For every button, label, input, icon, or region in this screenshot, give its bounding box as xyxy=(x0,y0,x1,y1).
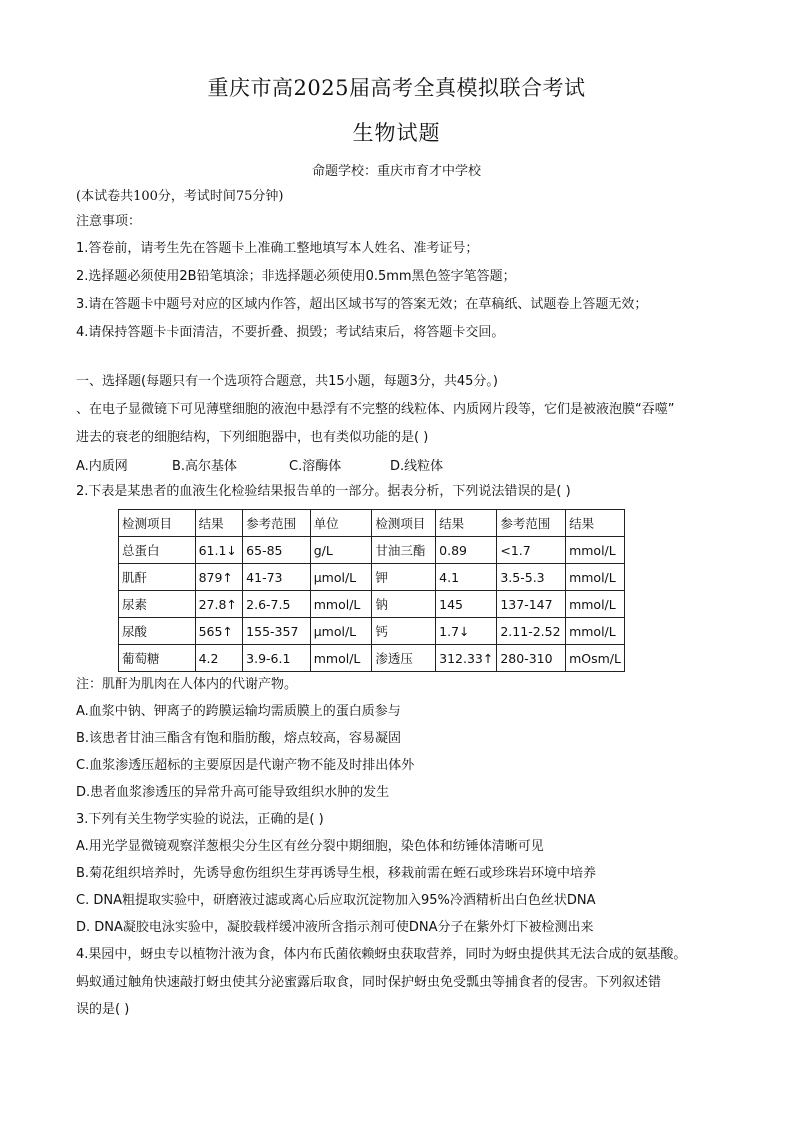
question-4-stem-end: 误的是( ) xyxy=(76,1002,130,1017)
table-header: 结果 xyxy=(195,510,243,537)
table-cell: 565↑ xyxy=(195,618,243,645)
table-header: 单位 xyxy=(310,510,372,537)
table-cell: g/L xyxy=(310,537,372,564)
table-cell: 3.5-5.3 xyxy=(497,564,566,591)
notice-heading: 注意事项： xyxy=(76,214,142,229)
lab-results-table xyxy=(118,509,625,672)
table-cell: mmol/L xyxy=(566,618,625,645)
table-cell: mmol/L xyxy=(566,564,625,591)
table-row xyxy=(119,618,625,645)
notice-item: 2.选择题必须使用2B铅笔填涂；非选择题必须使用0.5mm黑色签字笔答题； xyxy=(76,269,516,284)
table-row xyxy=(119,537,625,564)
table-cell: mmol/L xyxy=(566,537,625,564)
notice-item: 4.请保持答题卡卡面清洁，不要折叠、损毁；考试结束后，将答题卡交回。 xyxy=(76,325,505,340)
table-cell: μmol/L xyxy=(310,564,372,591)
table-cell: 879↑ xyxy=(195,564,243,591)
table-row xyxy=(119,645,625,672)
table-note: 注：肌酐为肌肉在人体内的代谢产物。 xyxy=(76,677,298,692)
table-cell: 2.6-7.5 xyxy=(243,591,311,618)
question-1-stem: 、在电子显微镜下可见薄壁细胞的液泡中悬浮有不完整的线粒体、内质网片段等，它们是被液泡膜“吞噬” xyxy=(76,402,675,417)
table-cell: mOsm/L xyxy=(566,645,625,672)
table-cell: 27.8↑ xyxy=(195,591,243,618)
table-header: 结果 xyxy=(566,510,625,537)
table-cell: 4.2 xyxy=(195,645,243,672)
table-cell: 尿素 xyxy=(119,591,196,618)
table-cell: mmol/L xyxy=(310,591,372,618)
table-cell: 0.89 xyxy=(436,537,497,564)
table-cell: 155-357 xyxy=(243,618,311,645)
table-header: 结果 xyxy=(436,510,497,537)
table-header: 参考范围 xyxy=(243,510,311,537)
question-4-stem: 4.果园中，蚜虫专以植物汁液为食，体内布氏菌依赖蚜虫获取营养，同时为蚜虫提供其无法合成的氨基酸。 xyxy=(76,947,687,962)
table-cell: 145 xyxy=(436,591,497,618)
question-3-option-a: A.用光学显微镜观察洋葱根尖分生区有丝分裂中期细胞，染色体和纺锤体清晰可见 xyxy=(76,839,544,854)
question-2-option-b: B.该患者甘油三酯含有饱和脂肪酸，熔点较高，容易凝固 xyxy=(76,731,402,746)
option-c: C.溶酶体 xyxy=(289,459,342,474)
table-header: 检测项目 xyxy=(119,510,196,537)
question-2-option-c: C.血浆渗透压超标的主要原因是代谢产物不能及时排出体外 xyxy=(76,758,415,773)
table-cell: <1.7 xyxy=(497,537,566,564)
table-cell: mmol/L xyxy=(310,645,372,672)
table-cell: 肌酐 xyxy=(119,564,196,591)
table-header-row xyxy=(119,510,625,537)
table-cell: 65-85 xyxy=(243,537,311,564)
option-a: A.内质网 xyxy=(76,459,128,474)
question-2-stem: 2.下表是某患者的血液生化检验结果报告单的一部分。据表分析，下列说法错误的是( ) xyxy=(76,484,571,499)
table-cell: 钙 xyxy=(372,618,436,645)
question-3-option-b: B.菊花组织培养时，先诱导愈伤组织生芽再诱导生根，移栽前需在蛭石或珍珠岩环境中培养 xyxy=(76,866,597,881)
table-cell: 渗透压 xyxy=(372,645,436,672)
notice-item: 3.请在答题卡中题号对应的区域内作答，超出区域书写的答案无效；在草稿纸、试题卷上答题无效； xyxy=(76,297,648,312)
question-4-stem-cont: 蚂蚁通过触角快速敲打蚜虫使其分泌蜜露后取食，同时保护蚜虫免受瓢虫等捕食者的侵害。下列叙述错 xyxy=(76,975,662,990)
table-cell: μmol/L xyxy=(310,618,372,645)
table-header: 参考范围 xyxy=(497,510,566,537)
notice-item: 1.答卷前，请考生先在答题卡上准确工整地填写本人姓名、准考证号； xyxy=(76,241,479,256)
question-3-option-d: D. DNA凝胶电泳实验中，凝胶载样缓冲液所含指示剂可使DNA分子在紫外灯下被检测出来 xyxy=(76,920,594,935)
page-subtitle: 生物试题 xyxy=(352,121,441,145)
table-row xyxy=(119,591,625,618)
option-b: B.高尔基体 xyxy=(172,459,238,474)
question-1-stem-cont: 进去的衰老的细胞结构，下列细胞器中，也有类似功能的是( ) xyxy=(76,430,429,445)
table-header: 检测项目 xyxy=(372,510,436,537)
section-heading: 一、选择题(每题只有一个选项符合题意，共15小题，每题3分，共45分。) xyxy=(76,374,498,389)
question-3-option-c: C. DNA粗提取实验中，研磨液过滤或离心后应取沉淀物加入95%冷酒精析出白色丝状DNA xyxy=(76,893,596,908)
table-cell: 3.9-6.1 xyxy=(243,645,311,672)
table-cell: 4.1 xyxy=(436,564,497,591)
table-cell: 61.1↓ xyxy=(195,537,243,564)
table-cell: 137-147 xyxy=(497,591,566,618)
option-d: D.线粒体 xyxy=(390,459,444,474)
table-cell: 41-73 xyxy=(243,564,311,591)
question-2-option-d: D.患者血浆渗透压的异常升高可能导致组织水肿的发生 xyxy=(76,785,390,800)
exam-info: (本试卷共100分，考试时间75分钟) xyxy=(76,189,284,204)
table-cell: 1.7↓ xyxy=(436,618,497,645)
question-3-stem: 3.下列有关生物学实验的说法，正确的是( ) xyxy=(76,812,324,827)
table-cell: 钾 xyxy=(372,564,436,591)
table-cell: 280-310 xyxy=(497,645,566,672)
table-cell: mmol/L xyxy=(566,591,625,618)
table-row xyxy=(119,564,625,591)
table-cell: 甘油三酯 xyxy=(372,537,436,564)
question-2-option-a: A.血浆中钠、钾离子的跨膜运输均需质膜上的蛋白质参与 xyxy=(76,704,401,719)
table-cell: 钠 xyxy=(372,591,436,618)
table-cell: 2.11-2.52 xyxy=(497,618,566,645)
page-title: 重庆市高2025届高考全真模拟联合考试 xyxy=(207,76,586,100)
table-cell: 312.33↑ xyxy=(436,645,497,672)
table-cell: 葡萄糖 xyxy=(119,645,196,672)
table-cell: 尿酸 xyxy=(119,618,196,645)
table-cell: 总蛋白 xyxy=(119,537,196,564)
school-line: 命题学校：重庆市育才中学校 xyxy=(311,164,481,179)
